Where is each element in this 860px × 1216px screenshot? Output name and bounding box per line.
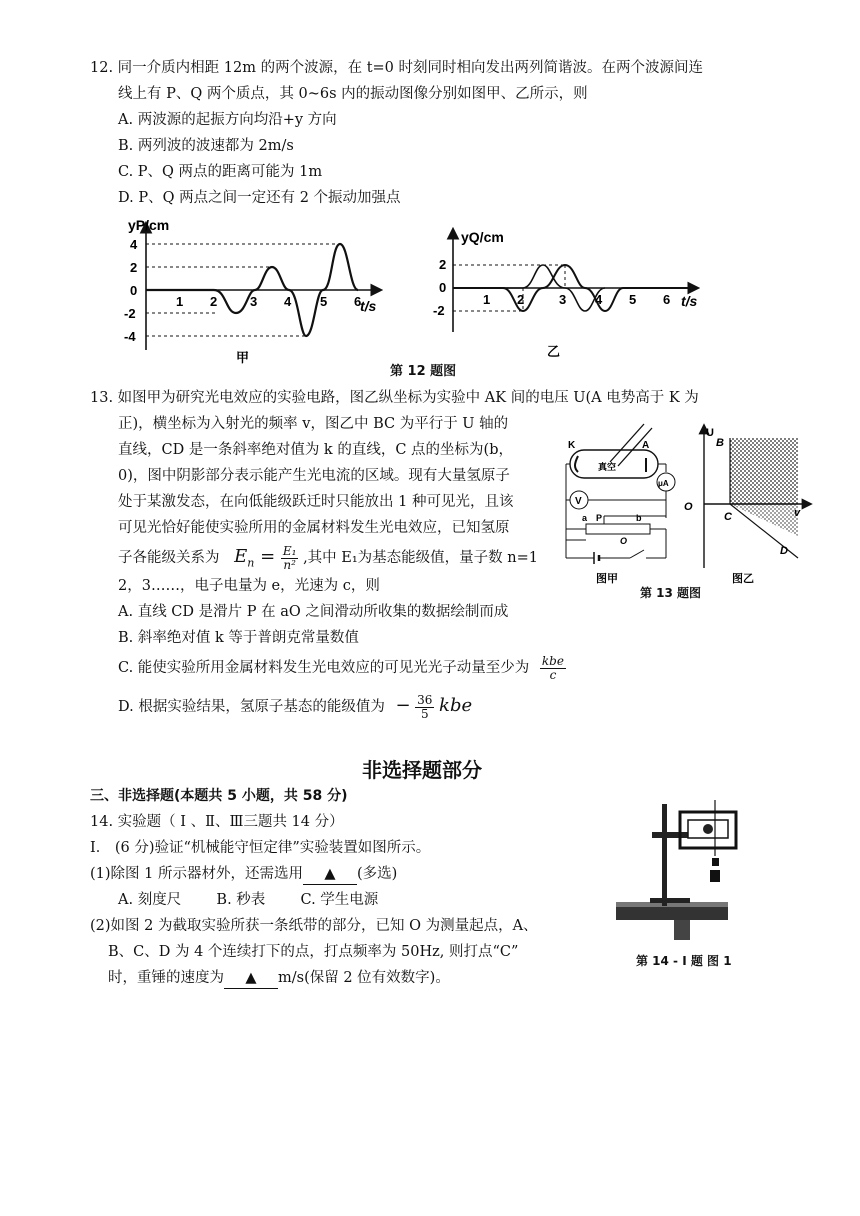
q14-sub1-option-c: C. 学生电源 [300, 892, 379, 908]
q13-line3: 直线，CD 是一条斜率绝对值为 k 的直线，C 点的坐标为(b， [118, 442, 513, 458]
q12-option-c: C. P、Q 两点的距离可能为 1m [118, 164, 323, 180]
q14-sub1-blank[interactable]: ▲ [303, 864, 357, 885]
q13-line6: 可见光恰好能使实验所用的金属材料发生光电效应，已知氢原 [118, 520, 510, 536]
q13-fig-b-caption: 图乙 [732, 573, 754, 585]
q13-fig-b-v: v [794, 507, 801, 519]
q13-option-d-row: D. 根据实验结果，氢原子基态的能级值为 − $\frac{36}{5}$ kbe [118, 692, 473, 721]
q13-option-d-num: 36 [417, 692, 433, 707]
q12-graph-q-xtick: 3 [559, 292, 567, 307]
q14-sub1 [90, 864, 397, 885]
q14-sub2-line1: (2)如图 2 为截取实验所获一条纸带的部分，已知 O 为测量起点，A、 [90, 918, 538, 934]
q12-graph-q-xtick: 4 [595, 292, 603, 307]
q14-sub2-blank[interactable]: ▲ [224, 968, 278, 989]
q13-line4: 0)，图中阴影部分表示能产生光电流的区域。现有大量氢原子 [118, 468, 510, 484]
q13-line7-pre: 子各能级关系为 [118, 550, 220, 566]
q13-formula-den: n² [283, 557, 296, 572]
q12-stem-line1: 12. 同一介质内相距 12m 的两个波源，在 t=0 时刻同时相向发出两列简谐波。在两个波源间连 [90, 60, 704, 76]
q13-line7 [118, 540, 538, 574]
q13-line1: 13. 如图甲为研究光电效应的实验电路，图乙纵坐标为实验中 AK 间的电压 U(A 电势高于 K 为 [90, 390, 699, 406]
q12-graph-q-ytick: 0 [439, 280, 447, 295]
q12-graph-p-xtick: 1 [176, 294, 184, 309]
q14-stem: 14. 实验题（ Ⅰ 、Ⅱ、Ⅲ三题共 14 分） [90, 814, 344, 830]
q13-line8: 2，3……，电子电量为 e，光速为 c，则 [118, 578, 380, 594]
q13-line5: 处于某激发态，在向低能级跃迁时只能放出 1 种可见光，且该 [118, 494, 514, 510]
q13-fig-a-vacuum: 真空 [598, 462, 617, 472]
q13-fig-a-P: P [596, 513, 603, 523]
q13-fig-a-V: V [575, 496, 582, 507]
q13-option-c-fraction [540, 655, 566, 682]
q13-fig-a-uA: μA [658, 479, 669, 488]
q13-option-a: A. 直线 CD 是滑片 P 在 aO 之间滑动所收集的数据绘制而成 [118, 604, 509, 620]
q12-graph-q-caption: 乙 [547, 344, 561, 359]
q13-option-d-tail: kbe [439, 695, 473, 716]
q12-graph-p-xlabel: t/s [360, 298, 377, 314]
q13-fig-a-A: A [642, 440, 650, 451]
q13-line7-post: ,其中 E₁为基态能级值，量子数 n=1 [303, 550, 538, 566]
q12-graph-p-xtick: 6 [354, 294, 362, 309]
q12-graph-p-ytick: 0 [130, 283, 138, 298]
q13-fig-b-U: U [706, 427, 714, 439]
q13-energy-formula: $E_n$ = [234, 546, 281, 570]
q12-stem-line2: 线上有 P、Q 两个质点，其 0~6s 内的振动图像分别如图甲、乙所示，则 [118, 86, 588, 102]
section-title: 非选择题部分 [362, 758, 482, 782]
q13-option-c: C. 能使实验所用金属材料发生光电效应的可见光光子动量至少为 [118, 660, 530, 676]
q12-graph-p-xtick: 4 [284, 294, 292, 309]
q13-formula-fraction [281, 545, 299, 572]
q12-graph-p-ytick: 2 [130, 260, 138, 275]
q12-graph-p-xtick: 3 [250, 294, 258, 309]
q12-graph-p-ytick: -2 [124, 306, 136, 321]
q12-graph-p-ytick: -4 [124, 329, 136, 344]
q13-formula-num: E₁ [282, 543, 297, 558]
q14-sub1-options [118, 890, 418, 910]
q14-sub1-post: (多选) [356, 866, 398, 882]
q12-graph-q-xtick: 5 [629, 292, 637, 307]
q12-option-a: A. 两波源的起振方向均沿+y 方向 [118, 112, 337, 128]
q12-graph-p [110, 210, 390, 370]
q12-graph-p-xtick: 2 [210, 294, 218, 309]
q13-fig-a-K: K [568, 440, 576, 451]
q13-fig-b-B: B [716, 437, 724, 449]
q13-option-c-num: kbe [541, 653, 564, 668]
q12-graph-q-ytick: -2 [433, 303, 445, 318]
q12-graph-q-ylabel: yQ/cm [461, 229, 504, 245]
q13-fig-a-a: a [582, 513, 588, 523]
q12-graph-q-xtick: 1 [483, 292, 491, 307]
q12-option-b: B. 两列波的波速都为 2m/s [118, 138, 294, 154]
q14-part1: Ⅰ． (6 分)验证“机械能守恒定律”实验装置如图所示。 [90, 840, 431, 856]
q13-option-b: B. 斜率绝对值 k 等于普朗克常量数值 [118, 630, 359, 646]
q13-line2: 正)，横坐标为入射光的频率 v，图乙中 BC 为平行于 U 轴的 [118, 416, 509, 432]
q13-option-c-den: c [549, 667, 557, 682]
q13-option-d-den: 5 [420, 706, 429, 721]
q14-sub2-text: 时，重锤的速度为 [108, 970, 224, 986]
q12-graph-q-xlabel: t/s [681, 293, 698, 309]
q12-graph-p-xtick: 5 [320, 294, 328, 309]
q13-fig-a-caption: 图甲 [596, 573, 618, 585]
q12-graph-p-caption: 甲 [236, 350, 250, 365]
section-heading: 三、非选择题(本题共 5 小题，共 58 分) [90, 788, 348, 804]
q14-figure-caption: 第 14 - I 题 图 1 [636, 954, 732, 968]
q13-formula-lhs: E [234, 546, 248, 567]
q14-sub2-line2: B、C、D 为 4 个连续打下的点，打点频率为 50Hz, 则打点“C” [108, 944, 519, 960]
q13-fig-a-O: O [620, 536, 628, 546]
q13-figure-caption: 第 13 题图 [640, 586, 702, 600]
q12-graph-q [425, 222, 715, 362]
q12-graph-p-ylabel: yP/cm [128, 217, 170, 233]
q12-option-d: D. P、Q 两点之间一定还有 2 个振动加强点 [118, 190, 401, 206]
q14-sub1-option-a: A. 刻度尺 [118, 892, 182, 908]
q13-option-d: D. 根据实验结果，氢原子基态的能级值为 [118, 699, 385, 715]
q12-graph-q-xtick: 6 [663, 292, 671, 307]
q13-fig-b-O: O [684, 501, 693, 513]
q14-sub2-post: m/s(保留 2 位有效数字)。 [278, 970, 450, 986]
q14-sub2-line3 [108, 968, 450, 989]
q13-fig-b-C: C [724, 511, 732, 523]
q13-formula-sub: n [247, 556, 255, 570]
q12-figure-caption: 第 12 题图 [390, 364, 457, 379]
q13-fig-a-b: b [636, 513, 642, 523]
q14-sub1-text: (1)除图 1 所示器材外，还需选用 [90, 866, 303, 882]
q13-option-c-row [118, 650, 566, 686]
q14-apparatus-figure [612, 796, 752, 946]
q13-uv-graph [680, 418, 820, 586]
q13-option-d-fraction [415, 694, 434, 721]
q13-circuit-figure [560, 420, 680, 590]
q13-fig-b-D: D [780, 545, 788, 557]
q12-graph-q-xtick: 2 [517, 292, 525, 307]
q14-sub1-option-b: B. 秒表 [216, 892, 266, 908]
q12-graph-q-ytick: 2 [439, 257, 447, 272]
q12-graph-p-ytick: 4 [130, 237, 138, 252]
